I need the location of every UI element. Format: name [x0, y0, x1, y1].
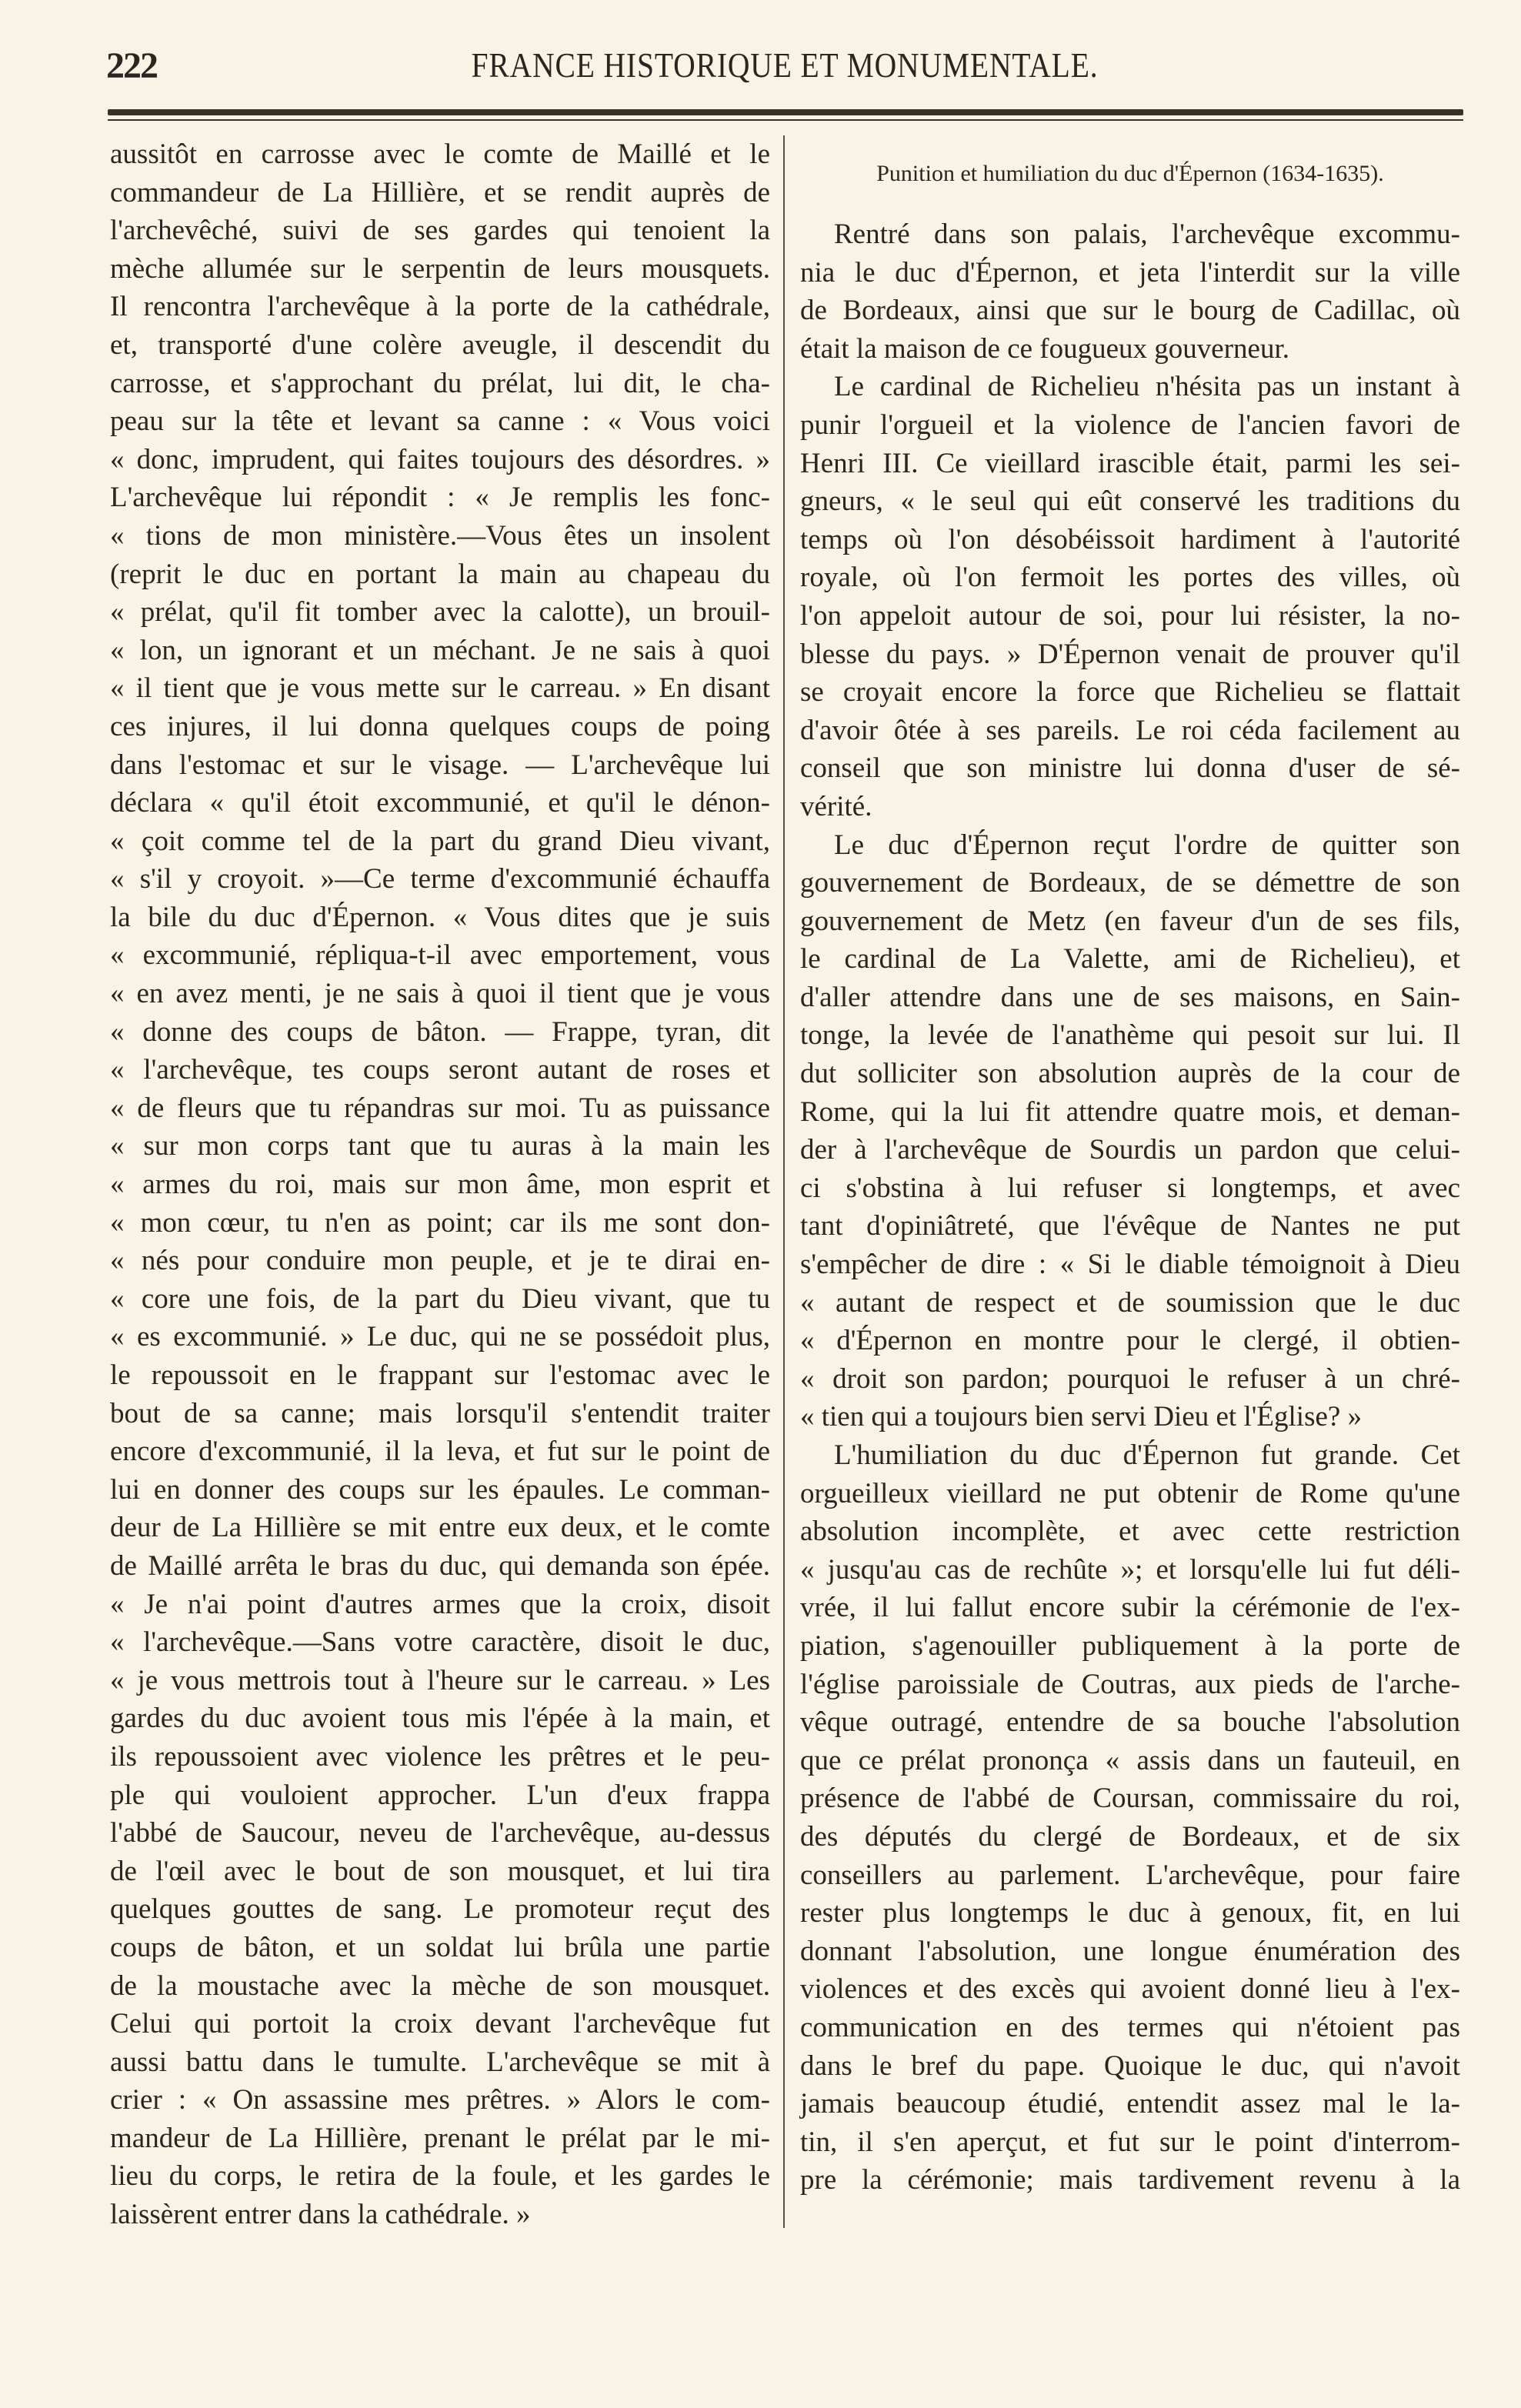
text-line: mèche allumée sur le serpentin de leurs mousquets. [110, 252, 770, 285]
text-line: bout de sa canne; mais lorsqu'il s'entendit traiter [110, 1397, 770, 1429]
paragraph [800, 368, 1460, 825]
text-line: « droit son pardon; pourquoi le refuser à un chré- [800, 1362, 1460, 1395]
paragraph [800, 1436, 1460, 2200]
text-line: « l'archevêque.—Sans votre caractère, disoit le duc, [110, 1626, 770, 1659]
text-line: « armes du roi, mais sur mon âme, mon esprit et [110, 1169, 770, 1201]
text-line: « autant de respect et de soumission que le duc [800, 1286, 1460, 1319]
text-line: conseillers au parlement. L'archevêque, pour faire [800, 1859, 1460, 1891]
text-line: Rentré dans son palais, l'archevêque excommu- [834, 218, 1460, 250]
text-line: « mon cœur, tu n'en as point; car ils me sont don- [110, 1206, 770, 1239]
text-line: se croyait encore la force que Richelieu se flattait [800, 676, 1460, 709]
right-column [800, 135, 1460, 2200]
page-number: 222 [106, 45, 157, 86]
text-line: « d'Épernon en montre pour le clergé, il obtien- [800, 1325, 1460, 1357]
text-line: « jusqu'au cas de rechûte »; et lorsqu'elle lui fut déli- [800, 1553, 1460, 1586]
text-line: royale, où l'on fermoit les portes des villes, où [800, 562, 1460, 594]
text-line: de la moustache avec la mèche de son mousquet. [110, 1969, 770, 2002]
left-column [110, 135, 770, 2234]
text-line: commandeur de La Hillière, et se rendit auprès de [110, 176, 770, 208]
text-line: Il rencontra l'archevêque à la porte de la cathédrale, [110, 291, 770, 323]
text-line: de l'œil avec le bout de son mousquet, et lui tira [110, 1855, 770, 1887]
text-line: vrée, il lui fallut encore subir la cérémonie de l'ex- [800, 1592, 1460, 1624]
text-line: « tions de mon ministère.—Vous êtes un insolent [110, 519, 770, 552]
text-line: l'on appeloit autour de soi, pour lui résister, la no- [800, 599, 1460, 632]
text-line: « nés pour conduire mon peuple, et je te dirai en- [110, 1245, 770, 1277]
text-line: tin, il s'en aperçut, et fut sur le point d'interrom- [800, 2126, 1460, 2158]
text-line: coups de bâton, et un soldat lui brûla une partie [110, 1931, 770, 1963]
text-line: aussi battu dans le tumulte. L'archevêque se mit à [110, 2046, 770, 2078]
text-line: le repoussoit en le frappant sur l'estomac avec le [110, 1359, 770, 1391]
text-line: « en avez menti, je ne sais à quoi il tient que je vous [110, 978, 770, 1010]
text-line: dut solliciter son absolution auprès de la cour de [800, 1058, 1460, 1090]
text-line: Le duc d'Épernon reçut l'ordre de quitter son [834, 829, 1460, 861]
text-line: l'église paroissiale de Coutras, aux pieds de l'arche- [800, 1668, 1460, 1700]
paragraph [800, 826, 1460, 1437]
text-line: blesse du pays. » D'Épernon venait de prouver qu'il [800, 638, 1460, 670]
text-line: conseil que son ministre lui donna d'user de sé- [800, 752, 1460, 785]
text-line: jamais beaucoup étudié, entendit assez mal le la- [800, 2088, 1460, 2120]
text-line: violences et des excès qui avoient donné lieu à l'ex- [800, 1973, 1460, 2006]
text-line: que ce prélat prononça « assis dans un fauteuil, en [800, 1744, 1460, 1776]
text-line: déclara « qu'il étoit excommunié, et qu'il le dénon- [110, 787, 770, 819]
header-rule [108, 109, 1463, 115]
text-line: temps où l'on désobéissoit hardiment à l'autorité [800, 523, 1460, 555]
text-line: d'aller attendre dans une de ses maisons, en Sain- [800, 981, 1460, 1013]
text-line: tonge, la levée de l'anathème qui pesoit sur lui. Il [800, 1019, 1460, 1052]
text-line: lieu du corps, le retira de la foule, et les gardes le [110, 2160, 770, 2193]
text-line: s'empêcher de dire : « Si le diable témoignoit à Dieu [800, 1249, 1460, 1281]
text-line: d'avoir ôtée à ses pareils. Le roi céda facilement au [800, 714, 1460, 746]
text-line: L'humiliation du duc d'Épernon fut grande. Cet [834, 1439, 1460, 1471]
text-line: pre la cérémonie; mais tardivement revenu à la [800, 2164, 1460, 2196]
text-line: donnant l'absolution, une longue énumération des [800, 1935, 1460, 1967]
text-line: dans l'estomac et sur le visage. — L'archevêque lui [110, 749, 770, 781]
text-line: « prélat, qu'il fit tomber avec la calotte), un brouil- [110, 596, 770, 629]
text-line: der à l'archevêque de Sourdis un pardon que celui- [800, 1134, 1460, 1166]
text-line: encore d'excommunié, il la leva, et fut sur le point de [110, 1436, 770, 1468]
text-line: tant d'opiniâtreté, que l'évêque de Nantes ne put [800, 1210, 1460, 1242]
text-line: présence de l'abbé de Coursan, commissaire du roi, [800, 1783, 1460, 1815]
text-line: « çoit comme tel de la part du grand Dieu vivant, [110, 825, 770, 857]
text-line: mandeur de La Hillière, prenant le prélat par le mi- [110, 2122, 770, 2154]
text-line: « je vous mettrois tout à l'heure sur le carreau. » Les [110, 1664, 770, 1696]
section-heading: Punition et humiliation du duc d'Épernon (1634-1635). [876, 161, 1384, 186]
text-line: « Je n'ai point d'autres armes que la croix, disoit [110, 1588, 770, 1620]
text-line: « lon, un ignorant et un méchant. Je ne sais à quoi [110, 634, 770, 666]
text-line: Rome, qui la lui fit attendre quatre mois, et deman- [800, 1096, 1460, 1128]
text-line: gouvernement de Metz (en faveur d'un de ses fils, [800, 905, 1460, 937]
text-line: dans le bref du pape. Quoique le duc, qui n'avoit [800, 2049, 1460, 2082]
text-line: des députés du clergé de Bordeaux, et de six [800, 1820, 1460, 1853]
text-line: nia le duc d'Épernon, et jeta l'interdit sur la ville [800, 256, 1460, 288]
text-line: « de fleurs que tu répandras sur moi. Tu as puissance [110, 1092, 770, 1124]
text-line: ple qui vouloient approcher. L'un d'eux frappa [110, 1779, 770, 1811]
text-line: lui en donner des coups sur les épaules. Le comman- [110, 1473, 770, 1506]
text-line: ci s'obstina à lui refuser si longtemps, et avec [800, 1172, 1460, 1204]
text-line: et, transporté d'une colère aveugle, il descendit du [110, 329, 770, 361]
text-line: quelques gouttes de sang. Le promoteur reçut des [110, 1893, 770, 1926]
text-line: carrosse, et s'approchant du prélat, lui dit, le cha- [110, 367, 770, 399]
text-line: gardes du duc avoient tous mis l'épée à la main, et [110, 1703, 770, 1735]
text-line: piation, s'agenouiller publiquement à la porte de [800, 1629, 1460, 1662]
text-line: gneurs, « le seul qui eût conservé les traditions du [800, 485, 1460, 518]
text-line: vêque outragé, entendre de sa bouche l'absolution [800, 1706, 1460, 1739]
text-line: l'abbé de Saucour, neveu de l'archevêque, au-dessus [110, 1817, 770, 1849]
text-line: Le cardinal de Richelieu n'hésita pas un instant à [834, 371, 1460, 403]
text-line: de Bordeaux, ainsi que sur le bourg de Cadillac, où [800, 295, 1460, 327]
text-line: de Maillé arrêta le bras du duc, qui demanda son épée. [110, 1549, 770, 1582]
text-line: ces injures, il lui donna quelques coups de poing [110, 710, 770, 742]
text-line: crier : « On assassine mes prêtres. » Alors le com- [110, 2084, 770, 2116]
text-line: « il tient que je vous mette sur le carreau. » En disant [110, 672, 770, 705]
column-divider [783, 135, 785, 2228]
text-line: Henri III. Ce vieillard irascible était, parmi les sei- [800, 447, 1460, 479]
text-line: communication en des termes qui n'étoient pas [800, 2011, 1460, 2043]
text-line: rester plus longtemps le duc à genoux, fit, en lui [800, 1897, 1460, 1929]
text-line: « s'il y croyoit. »—Ce terme d'excommunié échauffa [110, 863, 770, 895]
text-line: absolution incomplète, et avec cette restriction [800, 1516, 1460, 1548]
text-line: (reprit le duc en portant la main au chapeau du [110, 558, 770, 590]
text-line: « donne des coups de bâton. — Frappe, tyran, dit [110, 1016, 770, 1048]
text-line: « l'archevêque, tes coups seront autant de roses et [110, 1054, 770, 1086]
paragraph [110, 135, 770, 2234]
text-line: ils repoussoient avec violence les prêtres et le peu- [110, 1740, 770, 1773]
text-line: « excommunié, répliqua-t-il avec emportement, vous [110, 939, 770, 972]
text-line: punir l'orgueil et la violence de l'ancien favori de [800, 409, 1460, 441]
paragraph [800, 215, 1460, 368]
text-line: « core une fois, de la part du Dieu vivant, que tu [110, 1282, 770, 1315]
text-line: était la maison de ce fougueux gouverneur. [800, 332, 1289, 365]
text-line: « donc, imprudent, qui faites toujours des désordres. » [110, 443, 770, 475]
text-line: « tien qui a toujours bien servi Dieu et l'Église? » [800, 1401, 1363, 1433]
text-line: orgueilleux vieillard ne put obtenir de Rome qu'une [800, 1477, 1460, 1509]
text-line: laissèrent entrer dans la cathédrale. » [110, 2199, 531, 2231]
text-line: vérité. [800, 790, 872, 822]
text-line: « es excommunié. » Le duc, qui ne se possédoit plus, [110, 1321, 770, 1353]
text-line: « sur mon corps tant que tu auras à la main les [110, 1130, 770, 1162]
text-line: la bile du duc d'Épernon. « Vous dites que je suis [110, 901, 770, 933]
text-line: Celui qui portoit la croix devant l'archevêque fut [110, 2008, 770, 2040]
text-line: deur de La Hillière se mit entre eux deux, et le comte [110, 1512, 770, 1544]
running-title: FRANCE HISTORIQUE ET MONUMENTALE. [471, 45, 1099, 85]
text-line: peau sur la tête et levant sa canne : « Vous voici [110, 405, 770, 438]
text-line: l'archevêché, suivi de ses gardes qui tenoient la [110, 215, 770, 247]
header-rule-thin [108, 119, 1463, 121]
text-line: aussitôt en carrosse avec le comte de Maillé et le [110, 138, 770, 170]
text-line: gouvernement de Bordeaux, de se démettre de son [800, 867, 1460, 899]
text-line: le cardinal de La Valette, ami de Richelieu), et [800, 943, 1460, 976]
text-line: L'archevêque lui répondit : « Je remplis les fonc- [110, 482, 770, 514]
